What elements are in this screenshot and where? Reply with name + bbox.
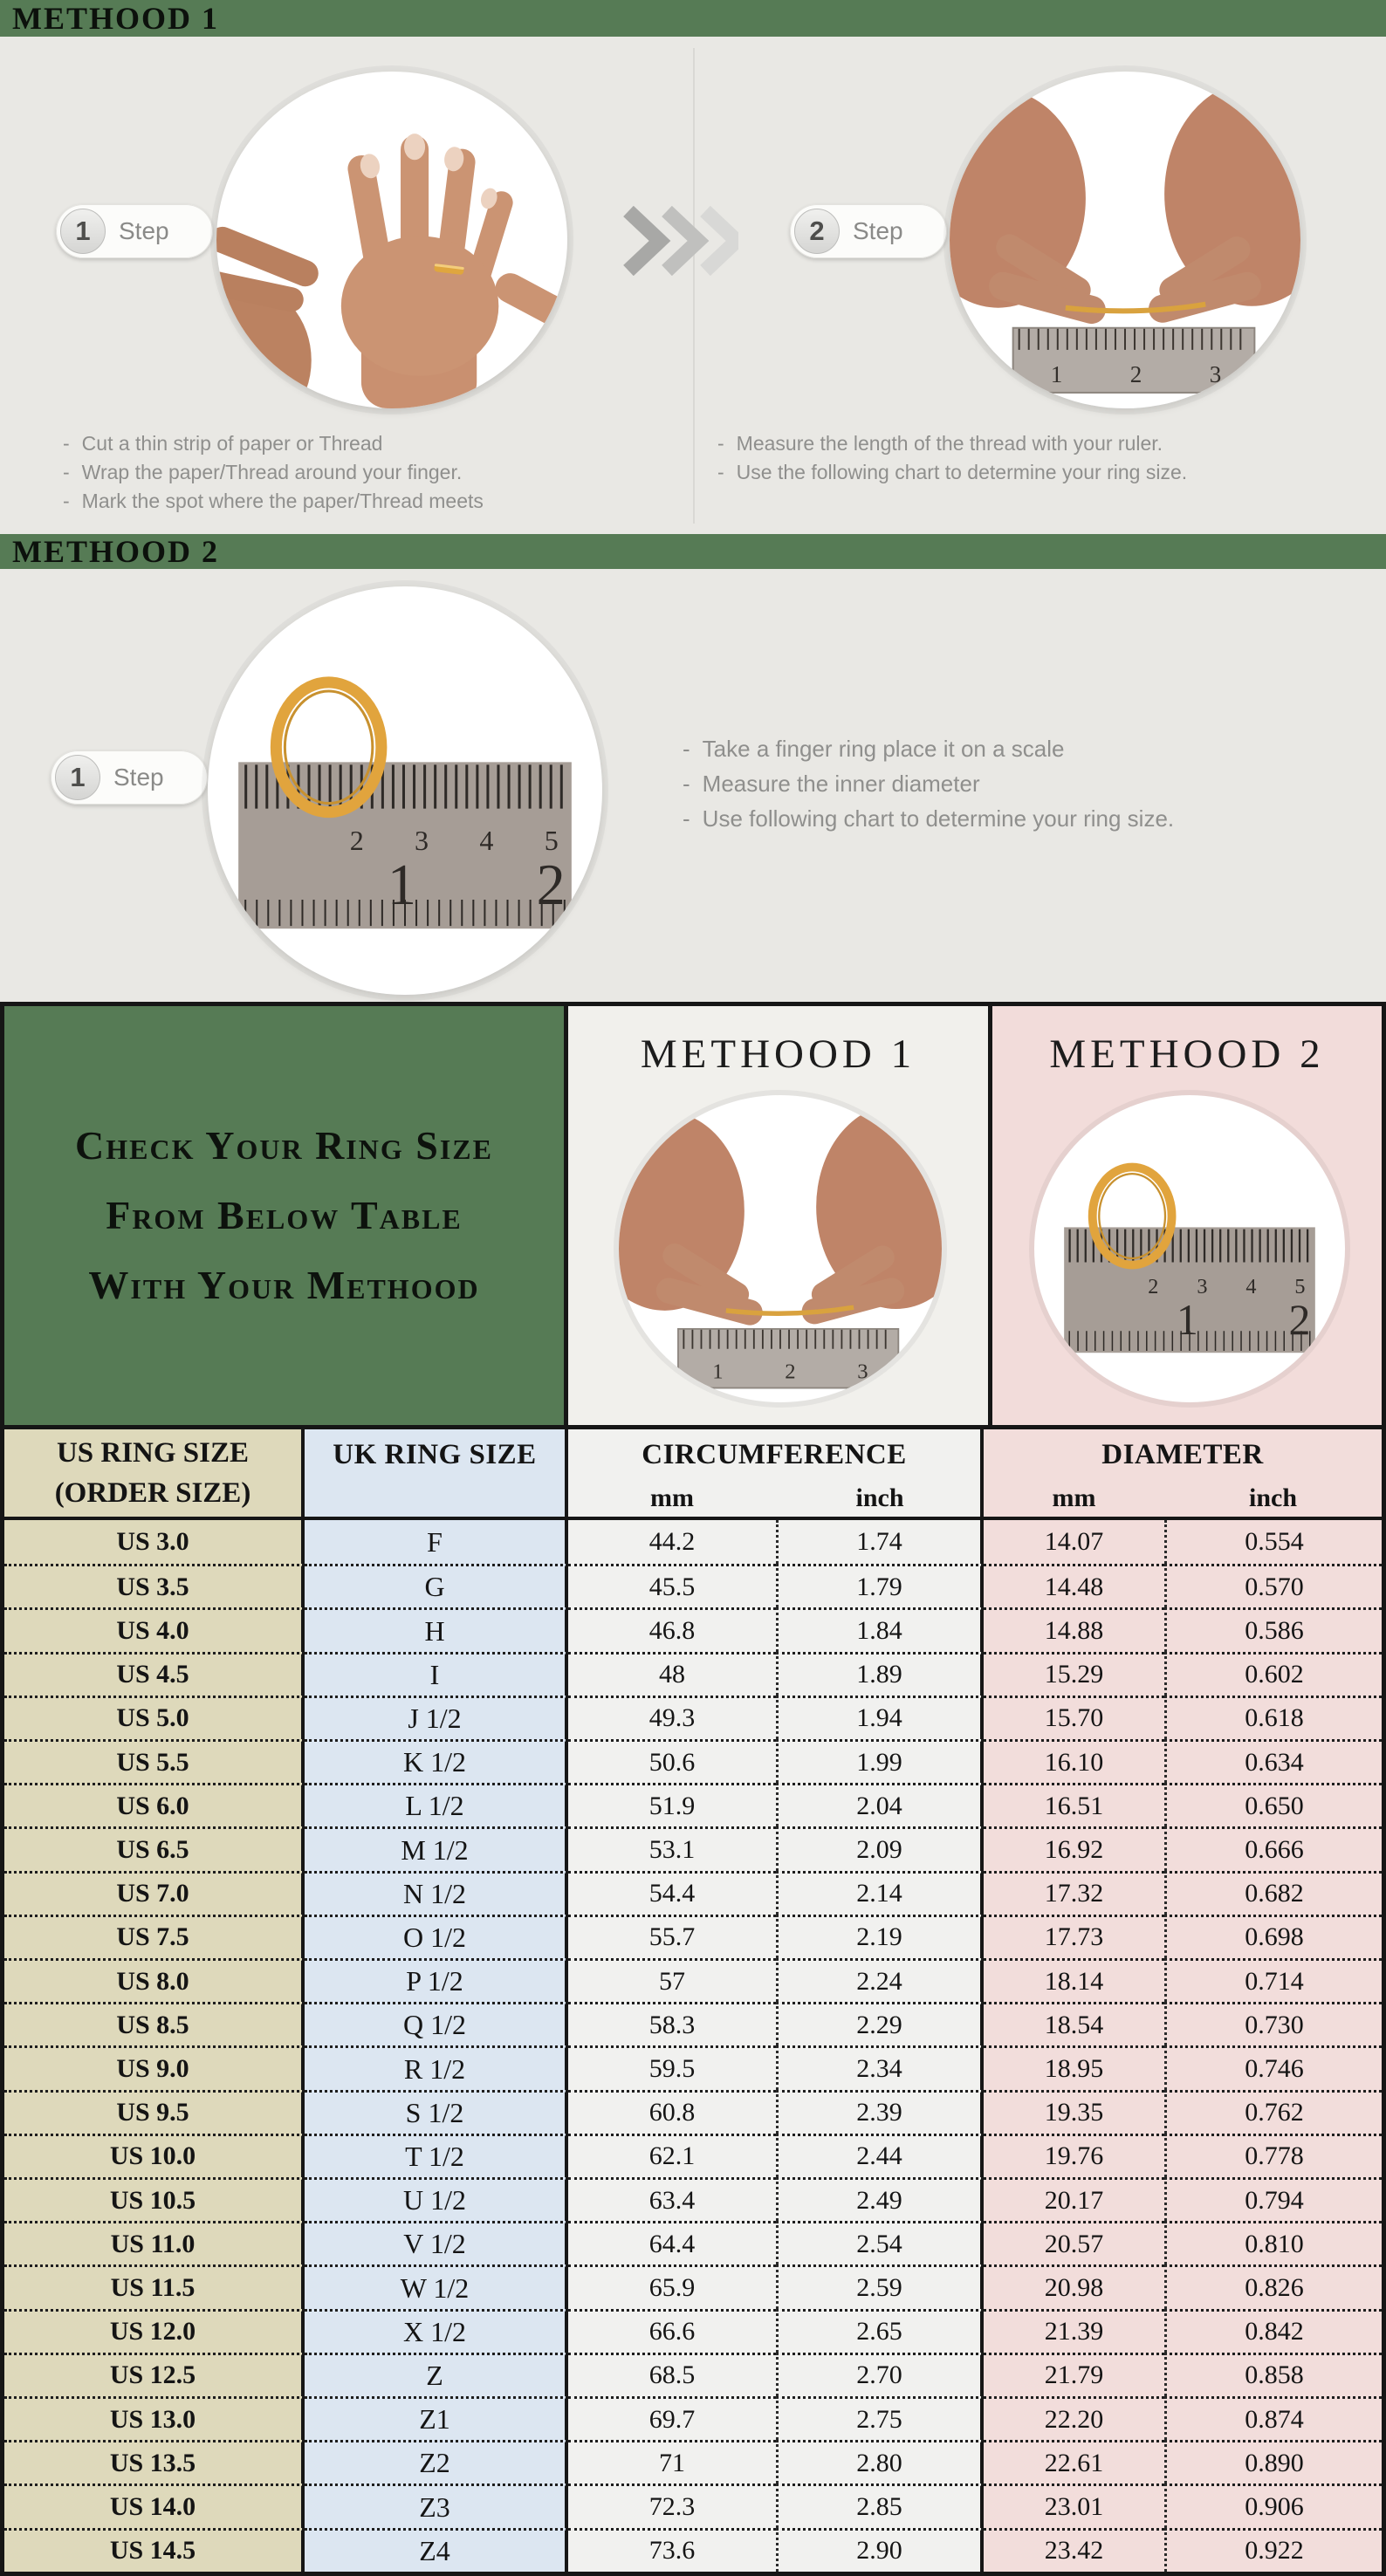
method2-title: METHOOD 2 xyxy=(12,534,220,569)
instruction-line: Wrap the paper/Thread around your finger. xyxy=(81,461,463,483)
header-circumference-label: CIRCUMFERENCE xyxy=(642,1438,907,1470)
cell-circumference-inch: 2.04 xyxy=(776,1783,984,1826)
hand-illustration xyxy=(216,72,567,408)
method2-header-bar xyxy=(0,534,1386,569)
cell-circumference-mm: 66.6 xyxy=(568,2309,776,2353)
svg-text:2: 2 xyxy=(1288,1295,1311,1345)
cell-uk-size: L 1/2 xyxy=(305,1783,568,1826)
method2-step1-label: Step xyxy=(113,764,164,791)
cell-us-size: US 10.0 xyxy=(4,2134,305,2177)
cell-circumference-mm: 58.3 xyxy=(568,2002,776,2045)
svg-text:2 3 4 5: 2 3 4 5 xyxy=(1148,1275,1306,1299)
cell-circumference-inch: 1.94 xyxy=(776,1696,984,1739)
instruction-line: Use following chart to determine your ring size. xyxy=(702,805,1175,832)
comparison-method1-photo xyxy=(619,1095,942,1402)
ruler xyxy=(1013,328,1255,393)
cell-circumference-inch: 1.99 xyxy=(776,1739,984,1783)
header-diameter-mm: mm xyxy=(1052,1483,1096,1512)
cell-circumference-mm: 55.7 xyxy=(568,1915,776,1958)
comparison-method1-title: METHOOD 1 xyxy=(640,1031,916,1077)
header-circumference xyxy=(568,1429,984,1517)
table-row xyxy=(4,1652,1382,1696)
header-diameter xyxy=(984,1429,1382,1517)
comparison-row xyxy=(4,1006,1382,1429)
cell-uk-size: J 1/2 xyxy=(305,1696,568,1739)
cell-diameter-mm: 20.98 xyxy=(984,2264,1164,2308)
cell-uk-size: Z2 xyxy=(305,2440,568,2484)
header-us-ring-size xyxy=(4,1429,305,1517)
cell-diameter-mm: 19.35 xyxy=(984,2090,1164,2134)
cell-diameter-mm: 16.51 xyxy=(984,1783,1164,1826)
cell-diameter-inch: 0.922 xyxy=(1164,2528,1382,2572)
cell-uk-size: W 1/2 xyxy=(305,2264,568,2308)
size-table-body xyxy=(4,1520,1382,2572)
ruler-inch-number-2: 2 xyxy=(536,853,566,918)
bullet-dash: - xyxy=(63,461,70,483)
cell-circumference-inch: 1.74 xyxy=(776,1520,984,1564)
cell-diameter-mm: 15.70 xyxy=(984,1696,1164,1739)
cell-diameter-mm: 22.20 xyxy=(984,2396,1164,2440)
table-row xyxy=(4,1826,1382,1870)
cell-circumference-mm: 54.4 xyxy=(568,1871,776,1915)
cell-us-size: US 14.5 xyxy=(4,2528,305,2572)
cell-circumference-mm: 64.4 xyxy=(568,2221,776,2264)
cell-circumference-inch: 2.59 xyxy=(776,2264,984,2308)
cell-circumference-mm: 65.9 xyxy=(568,2264,776,2308)
cell-uk-size: T 1/2 xyxy=(305,2134,568,2177)
cell-us-size: US 13.5 xyxy=(4,2440,305,2484)
comparison-method2-panel xyxy=(992,1006,1382,1425)
cell-circumference-inch: 2.85 xyxy=(776,2484,984,2527)
method1-step2-instructions xyxy=(717,429,1328,487)
comparison-method1-panel xyxy=(568,1006,992,1425)
cell-diameter-mm: 23.01 xyxy=(984,2484,1164,2527)
cell-uk-size: Z3 xyxy=(305,2484,568,2527)
cell-us-size: US 6.0 xyxy=(4,1783,305,1826)
cell-us-size: US 9.5 xyxy=(4,2090,305,2134)
cell-circumference-mm: 69.7 xyxy=(568,2396,776,2440)
cell-circumference-inch: 1.84 xyxy=(776,1607,984,1651)
table-row xyxy=(4,2177,1382,2221)
cell-uk-size: U 1/2 xyxy=(305,2177,568,2221)
cell-circumference-inch: 1.79 xyxy=(776,1564,984,1607)
cell-uk-size: G xyxy=(305,1564,568,1607)
comparison-method2-photo xyxy=(1034,1095,1345,1402)
table-row xyxy=(4,1783,1382,1826)
bullet-dash: - xyxy=(717,432,724,455)
cell-us-size: US 7.0 xyxy=(4,1871,305,1915)
header-uk-ring-size xyxy=(305,1429,568,1517)
cell-diameter-mm: 18.14 xyxy=(984,1958,1164,2002)
header-us-line1: US RING SIZE xyxy=(56,1437,250,1469)
cell-circumference-mm: 46.8 xyxy=(568,1607,776,1651)
cell-diameter-inch: 0.682 xyxy=(1164,1871,1382,1915)
cell-circumference-inch: 1.89 xyxy=(776,1652,984,1696)
cell-circumference-mm: 59.5 xyxy=(568,2045,776,2089)
header-circumference-mm: mm xyxy=(650,1483,694,1512)
cell-circumference-inch: 2.09 xyxy=(776,1826,984,1870)
cell-diameter-mm: 14.48 xyxy=(984,1564,1164,1607)
hand-with-ring-photo xyxy=(216,72,567,408)
method1-step2-badge xyxy=(790,204,947,258)
cell-uk-size: I xyxy=(305,1652,568,1696)
table-row xyxy=(4,2045,1382,2089)
cell-circumference-inch: 2.19 xyxy=(776,1915,984,1958)
cell-uk-size: P 1/2 xyxy=(305,1958,568,2002)
cell-diameter-mm: 19.76 xyxy=(984,2134,1164,2177)
cell-diameter-mm: 18.95 xyxy=(984,2045,1164,2089)
method2-instructions xyxy=(683,731,1311,836)
cell-diameter-mm: 22.61 xyxy=(984,2440,1164,2484)
table-row xyxy=(4,1696,1382,1739)
cell-circumference-inch: 2.75 xyxy=(776,2396,984,2440)
table-row xyxy=(4,1915,1382,1958)
cell-uk-size: O 1/2 xyxy=(305,1915,568,1958)
cell-us-size: US 6.5 xyxy=(4,1826,305,1870)
check-size-note xyxy=(4,1006,568,1425)
cell-us-size: US 13.0 xyxy=(4,2396,305,2440)
header-diameter-label: DIAMETER xyxy=(1101,1438,1264,1470)
cell-circumference-mm: 72.3 xyxy=(568,2484,776,2527)
size-table-header xyxy=(4,1429,1382,1520)
cell-circumference-inch: 2.49 xyxy=(776,2177,984,2221)
bullet-dash: - xyxy=(683,805,690,832)
method1-header-bar xyxy=(0,0,1386,37)
table-row xyxy=(4,2484,1382,2527)
cell-diameter-mm: 18.54 xyxy=(984,2002,1164,2045)
instruction-line: Mark the spot where the paper/Thread meets xyxy=(81,490,484,512)
measure-thread-illustration xyxy=(950,72,1300,408)
cell-diameter-inch: 0.842 xyxy=(1164,2309,1382,2353)
cell-us-size: US 4.5 xyxy=(4,1652,305,1696)
cell-diameter-inch: 0.778 xyxy=(1164,2134,1382,2177)
instruction-line: Cut a thin strip of paper or Thread xyxy=(81,432,383,455)
cell-circumference-mm: 49.3 xyxy=(568,1696,776,1739)
cell-diameter-inch: 0.746 xyxy=(1164,2045,1382,2089)
cell-diameter-inch: 0.874 xyxy=(1164,2396,1382,2440)
measure-thread-illustration xyxy=(619,1095,942,1402)
cell-us-size: US 3.5 xyxy=(4,1564,305,1607)
svg-text:1 2 3: 1 2 3 xyxy=(712,1360,868,1384)
cell-circumference-mm: 48 xyxy=(568,1652,776,1696)
cell-us-size: US 11.5 xyxy=(4,2264,305,2308)
table-row xyxy=(4,2090,1382,2134)
cell-uk-size: Z1 xyxy=(305,2396,568,2440)
cell-circumference-inch: 2.80 xyxy=(776,2440,984,2484)
ring-on-ruler-illustration xyxy=(208,586,602,995)
cell-circumference-inch: 2.39 xyxy=(776,2090,984,2134)
cell-diameter-mm: 17.73 xyxy=(984,1915,1164,1958)
cell-diameter-inch: 0.858 xyxy=(1164,2353,1382,2396)
cell-diameter-inch: 0.554 xyxy=(1164,1520,1382,1564)
cell-circumference-inch: 2.70 xyxy=(776,2353,984,2396)
cell-circumference-mm: 51.9 xyxy=(568,1783,776,1826)
cell-us-size: US 7.5 xyxy=(4,1915,305,1958)
cell-diameter-inch: 0.810 xyxy=(1164,2221,1382,2264)
instruction-line: Measure the length of the thread with your ruler. xyxy=(736,432,1163,455)
cell-us-size: US 12.5 xyxy=(4,2353,305,2396)
bullet-dash: - xyxy=(63,490,70,512)
comparison-method2-title: METHOOD 2 xyxy=(1049,1031,1325,1077)
cell-us-size: US 5.5 xyxy=(4,1739,305,1783)
header-diameter-inch: inch xyxy=(1248,1483,1298,1512)
cell-us-size: US 10.5 xyxy=(4,2177,305,2221)
cell-circumference-inch: 2.34 xyxy=(776,2045,984,2089)
cell-diameter-mm: 17.32 xyxy=(984,1871,1164,1915)
cell-uk-size: H xyxy=(305,1607,568,1651)
table-row xyxy=(4,2221,1382,2264)
table-row xyxy=(4,1739,1382,1783)
cell-circumference-inch: 2.29 xyxy=(776,2002,984,2045)
bullet-dash: - xyxy=(683,771,690,797)
cell-diameter-inch: 0.794 xyxy=(1164,2177,1382,2221)
cell-circumference-mm: 53.1 xyxy=(568,1826,776,1870)
table-row xyxy=(4,2134,1382,2177)
note-line-3: With Your Methood xyxy=(88,1263,480,1307)
cell-circumference-inch: 2.24 xyxy=(776,1958,984,2002)
cell-circumference-mm: 62.1 xyxy=(568,2134,776,2177)
steps-divider xyxy=(693,48,695,524)
method1-title: METHOOD 1 xyxy=(12,1,220,36)
cell-uk-size: R 1/2 xyxy=(305,2045,568,2089)
cell-diameter-inch: 0.650 xyxy=(1164,1783,1382,1826)
cell-uk-size: F xyxy=(305,1520,568,1564)
cell-uk-size: N 1/2 xyxy=(305,1871,568,1915)
cell-uk-size: M 1/2 xyxy=(305,1826,568,1870)
cell-circumference-mm: 50.6 xyxy=(568,1739,776,1783)
cell-circumference-mm: 73.6 xyxy=(568,2528,776,2572)
note-line-1: Check Your Ring Size xyxy=(75,1123,493,1168)
table-row xyxy=(4,2309,1382,2353)
ruler-numbers: 1 2 3 xyxy=(1050,360,1222,387)
bullet-dash: - xyxy=(63,432,70,455)
cell-diameter-mm: 16.92 xyxy=(984,1826,1164,1870)
ruler-cm-numbers: 2 3 4 5 xyxy=(349,824,559,856)
svg-text:1: 1 xyxy=(1176,1295,1198,1345)
cell-us-size: US 9.0 xyxy=(4,2045,305,2089)
table-row xyxy=(4,1958,1382,2002)
header-uk-label: UK RING SIZE xyxy=(333,1438,537,1470)
instruction-line: Take a finger ring place it on a scale xyxy=(702,736,1065,762)
table-row xyxy=(4,2002,1382,2045)
cell-circumference-mm: 45.5 xyxy=(568,1564,776,1607)
cell-us-size: US 12.0 xyxy=(4,2309,305,2353)
table-row xyxy=(4,1520,1382,1564)
instruction-line: Use the following chart to determine your ring size. xyxy=(736,461,1188,483)
cell-diameter-inch: 0.762 xyxy=(1164,2090,1382,2134)
cell-circumference-inch: 2.90 xyxy=(776,2528,984,2572)
step2-label: Step xyxy=(853,217,903,244)
table-row xyxy=(4,2528,1382,2572)
cell-diameter-inch: 0.826 xyxy=(1164,2264,1382,2308)
cell-uk-size: X 1/2 xyxy=(305,2309,568,2353)
table-row xyxy=(4,1871,1382,1915)
cell-diameter-inch: 0.730 xyxy=(1164,2002,1382,2045)
step2-number: 2 xyxy=(794,209,840,254)
table-row xyxy=(4,2353,1382,2396)
size-chart-block xyxy=(0,1002,1386,2576)
cell-diameter-inch: 0.906 xyxy=(1164,2484,1382,2527)
cell-diameter-mm: 14.07 xyxy=(984,1520,1164,1564)
note-line-2: From Below Table xyxy=(106,1193,463,1237)
header-circumference-inch: inch xyxy=(855,1483,904,1512)
cell-circumference-inch: 2.54 xyxy=(776,2221,984,2264)
cell-us-size: US 4.0 xyxy=(4,1607,305,1651)
cell-diameter-inch: 0.714 xyxy=(1164,1958,1382,2002)
cell-uk-size: V 1/2 xyxy=(305,2221,568,2264)
cell-us-size: US 5.0 xyxy=(4,1696,305,1739)
cell-diameter-inch: 0.666 xyxy=(1164,1826,1382,1870)
table-row xyxy=(4,1607,1382,1651)
table-row xyxy=(4,2440,1382,2484)
cell-diameter-inch: 0.570 xyxy=(1164,1564,1382,1607)
cell-circumference-inch: 2.65 xyxy=(776,2309,984,2353)
cell-circumference-mm: 71 xyxy=(568,2440,776,2484)
cell-circumference-mm: 68.5 xyxy=(568,2353,776,2396)
cell-diameter-mm: 14.88 xyxy=(984,1607,1164,1651)
cell-diameter-mm: 21.39 xyxy=(984,2309,1164,2353)
cell-uk-size: Z4 xyxy=(305,2528,568,2572)
bullet-dash: - xyxy=(717,461,724,483)
cell-us-size: US 3.0 xyxy=(4,1520,305,1564)
ruler-inch-number-1: 1 xyxy=(387,853,417,918)
header-us-line2: (ORDER SIZE) xyxy=(54,1477,251,1509)
cell-diameter-inch: 0.698 xyxy=(1164,1915,1382,1958)
table-row xyxy=(4,2264,1382,2308)
cell-circumference-mm: 60.8 xyxy=(568,2090,776,2134)
cell-diameter-inch: 0.586 xyxy=(1164,1607,1382,1651)
cell-diameter-mm: 21.79 xyxy=(984,2353,1164,2396)
next-step-arrows-icon xyxy=(623,206,738,276)
cell-diameter-mm: 23.42 xyxy=(984,2528,1164,2572)
cell-diameter-inch: 0.634 xyxy=(1164,1739,1382,1783)
cell-us-size: US 11.0 xyxy=(4,2221,305,2264)
cell-diameter-mm: 15.29 xyxy=(984,1652,1164,1696)
cell-diameter-mm: 20.17 xyxy=(984,2177,1164,2221)
cell-diameter-mm: 16.10 xyxy=(984,1739,1164,1783)
cell-diameter-inch: 0.602 xyxy=(1164,1652,1382,1696)
cell-diameter-inch: 0.890 xyxy=(1164,2440,1382,2484)
instruction-line: Measure the inner diameter xyxy=(702,771,980,797)
cell-uk-size: Q 1/2 xyxy=(305,2002,568,2045)
bullet-dash: - xyxy=(683,736,690,762)
cell-circumference-inch: 2.44 xyxy=(776,2134,984,2177)
table-row xyxy=(4,2396,1382,2440)
cell-uk-size: Z xyxy=(305,2353,568,2396)
cell-diameter-inch: 0.618 xyxy=(1164,1696,1382,1739)
table-row xyxy=(4,1564,1382,1607)
measure-thread-photo xyxy=(950,72,1300,408)
method1-step1-instructions xyxy=(63,429,604,516)
cell-circumference-mm: 63.4 xyxy=(568,2177,776,2221)
cell-us-size: US 8.5 xyxy=(4,2002,305,2045)
ring-on-ruler-photo xyxy=(208,586,602,995)
cell-diameter-mm: 20.57 xyxy=(984,2221,1164,2264)
method2-step1-number: 1 xyxy=(55,755,100,800)
cell-circumference-inch: 2.14 xyxy=(776,1871,984,1915)
ring-on-ruler-illustration xyxy=(1034,1095,1345,1402)
cell-uk-size: S 1/2 xyxy=(305,2090,568,2134)
step1-label: Step xyxy=(119,217,169,244)
cell-us-size: US 8.0 xyxy=(4,1958,305,2002)
cell-circumference-mm: 57 xyxy=(568,1958,776,2002)
cell-us-size: US 14.0 xyxy=(4,2484,305,2527)
method1-step1-badge xyxy=(56,204,213,258)
step1-number: 1 xyxy=(60,209,106,254)
cell-circumference-mm: 44.2 xyxy=(568,1520,776,1564)
cell-uk-size: K 1/2 xyxy=(305,1739,568,1783)
method2-step1-badge xyxy=(51,750,208,805)
